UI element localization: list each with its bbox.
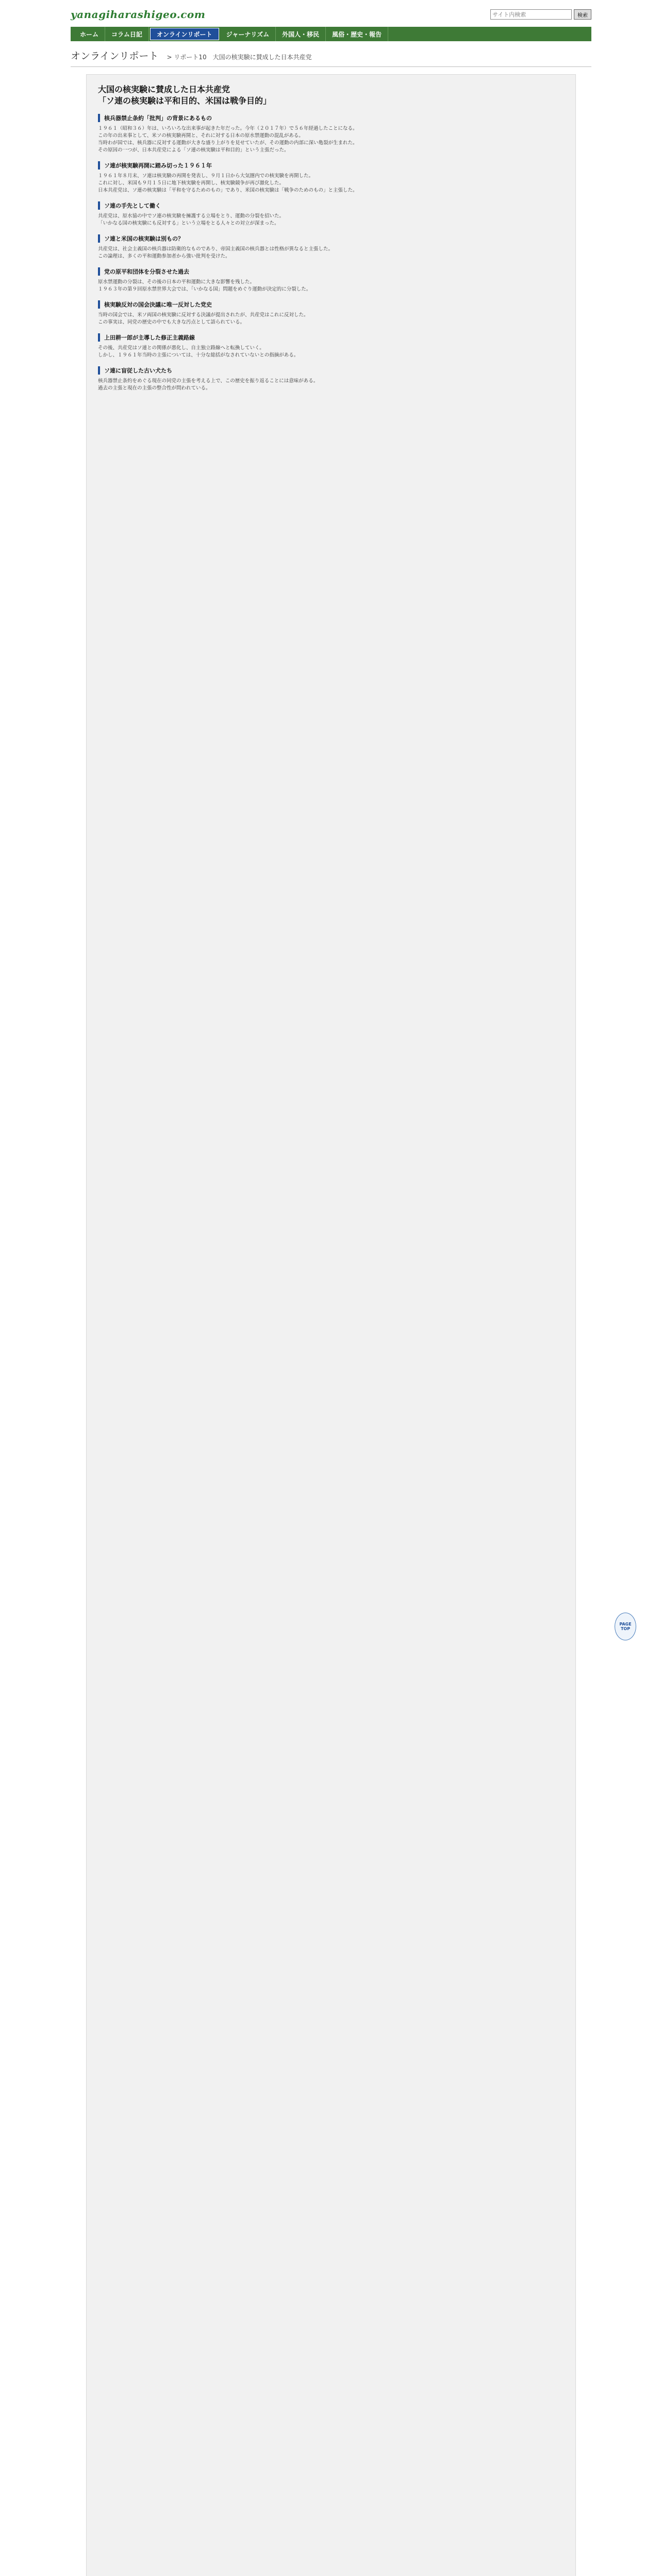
nav-foreigners[interactable]: 外国人・移民 bbox=[276, 27, 326, 41]
badge-line1: PAGE bbox=[619, 1622, 632, 1626]
main-nav bbox=[71, 27, 591, 41]
section-body bbox=[98, 173, 564, 194]
section-body bbox=[98, 345, 564, 359]
paragraph: この事実は、同党の歴史の中でも大きな汚点として語られている。 bbox=[98, 319, 245, 325]
page-header bbox=[71, 48, 591, 67]
breadcrumb: > リポート10 大国の核実験に賛成した日本共産党 bbox=[167, 54, 312, 61]
paragraph: 共産党は、原水協の中でソ連の核実験を擁護する立場をとり、運動の分裂を招いた。 bbox=[98, 213, 285, 219]
section-body bbox=[98, 125, 564, 154]
section-heading: 上田耕一郎が主導した修正主義路線 bbox=[98, 333, 564, 342]
section-body bbox=[98, 246, 564, 260]
paragraph: 原水禁運動の分裂は、その後の日本の平和運動に大きな影響を残した。 bbox=[98, 279, 255, 285]
article-sections bbox=[98, 114, 564, 392]
nav-home[interactable]: ホーム bbox=[74, 27, 105, 41]
paragraph: １９６３年の第９回原水禁世界大会では、「いかなる国」問題をめぐり運動が決定的に分裂した。 bbox=[98, 286, 311, 292]
nav-customs[interactable]: 風俗・歴史・報告 bbox=[326, 27, 388, 41]
section-heading: ソ連が核実験再開に踏み切った１９６１年 bbox=[98, 161, 564, 170]
top-bar bbox=[71, 0, 591, 26]
search-button[interactable]: 検索 bbox=[574, 9, 591, 20]
section-heading: ソ連と米国の核実験は別もの？ bbox=[98, 234, 564, 243]
badge-line2: TOP bbox=[620, 1626, 631, 1631]
paragraph: 当時わが国では、核兵器に反対する運動が大きな盛り上がりを見せていたが、その運動の内部に深い亀裂が生まれた。 bbox=[98, 140, 358, 146]
paragraph: これに対し、米国も９月１５日に地下核実験を再開し、核実験競争が再び激化した。 bbox=[98, 180, 285, 186]
nav-journalism[interactable]: ジャーナリズム bbox=[220, 27, 276, 41]
search-area bbox=[490, 9, 591, 20]
section-heading: ソ連の手先として働く bbox=[98, 201, 564, 210]
paragraph: 当時の国会では、米ソ両国の核実験に反対する決議が提出されたが、共産党はこれに反対した。 bbox=[98, 312, 309, 318]
section-heading: ソ連に盲従した古い犬たち bbox=[98, 366, 564, 375]
section-body bbox=[98, 279, 564, 293]
paragraph: 核兵器禁止条約をめぐる現在の同党の主張を考える上で、この歴史を振り返ることには意味がある。 bbox=[98, 378, 319, 384]
paragraph: この論理は、多くの平和運動参加者から強い批判を受けた。 bbox=[98, 253, 230, 259]
search-input[interactable] bbox=[490, 9, 572, 20]
section-heading: 党の原平和団体を分裂させた過去 bbox=[98, 267, 564, 276]
section-heading: 核実験反対の国会決議に唯一反対した党史 bbox=[98, 300, 564, 309]
paragraph: 「いかなる国の核実験にも反対する」という立場をとる人々との対立が深まった。 bbox=[98, 221, 279, 226]
paragraph: しかし、１９６１年当時の主張については、十分な総括がなされていないとの指摘がある。 bbox=[98, 352, 299, 358]
nav-online-report[interactable]: オンラインリポート bbox=[150, 28, 219, 40]
page bbox=[71, 0, 591, 2576]
article-title: 大国の核実験に賛成した日本共産党 bbox=[98, 84, 230, 94]
article-box bbox=[86, 74, 576, 2576]
section-body bbox=[98, 312, 564, 326]
paragraph: １９６１（昭和３６）年は、いろいろな出来事が起きた年だった。今年（２０１７年）で５６年経過したことになる。 bbox=[98, 126, 358, 131]
section-body bbox=[98, 213, 564, 227]
section-body bbox=[98, 378, 564, 392]
section-heading: 核兵器禁止条約「批判」の背景にあるもの bbox=[98, 114, 564, 122]
nav-column[interactable]: コラム日記 bbox=[105, 27, 149, 41]
paragraph: その後、共産党はソ連との関係が悪化し、自主独立路線へと転換していく。 bbox=[98, 345, 264, 351]
paragraph: 共産党は、社会主義国の核兵器は防衛的なものであり、帝国主義国の核兵器とは性格が異なると主張した。 bbox=[98, 246, 334, 252]
paragraph: この年の出来事として、米ソの核実験再開と、それに対する日本の原水禁運動の混乱がある。 bbox=[98, 133, 304, 139]
article-subtitle: 「ソ連の核実験は平和目的、米国は戦争目的」 bbox=[98, 96, 272, 106]
paragraph: １９６１年８月末、ソ連は核実験の再開を発表し、９月１日から大気圏内での核実験を再開した。 bbox=[98, 173, 314, 179]
section-title: オンラインリポート bbox=[71, 50, 159, 62]
paragraph: その原因の一つが、日本共産党による「ソ連の核実験は平和目的」という主張だった。 bbox=[98, 147, 289, 153]
paragraph: 過去の主張と現在の主張の整合性が問われている。 bbox=[98, 385, 211, 391]
page-top-badge[interactable] bbox=[615, 1613, 636, 1640]
site-logo[interactable]: yanagiharashigeo.com bbox=[71, 8, 206, 21]
paragraph: 日本共産党は、ソ連の核実験は「平和を守るためのもの」であり、米国の核実験は「戦争のためのもの」と主張した。 bbox=[98, 188, 358, 193]
